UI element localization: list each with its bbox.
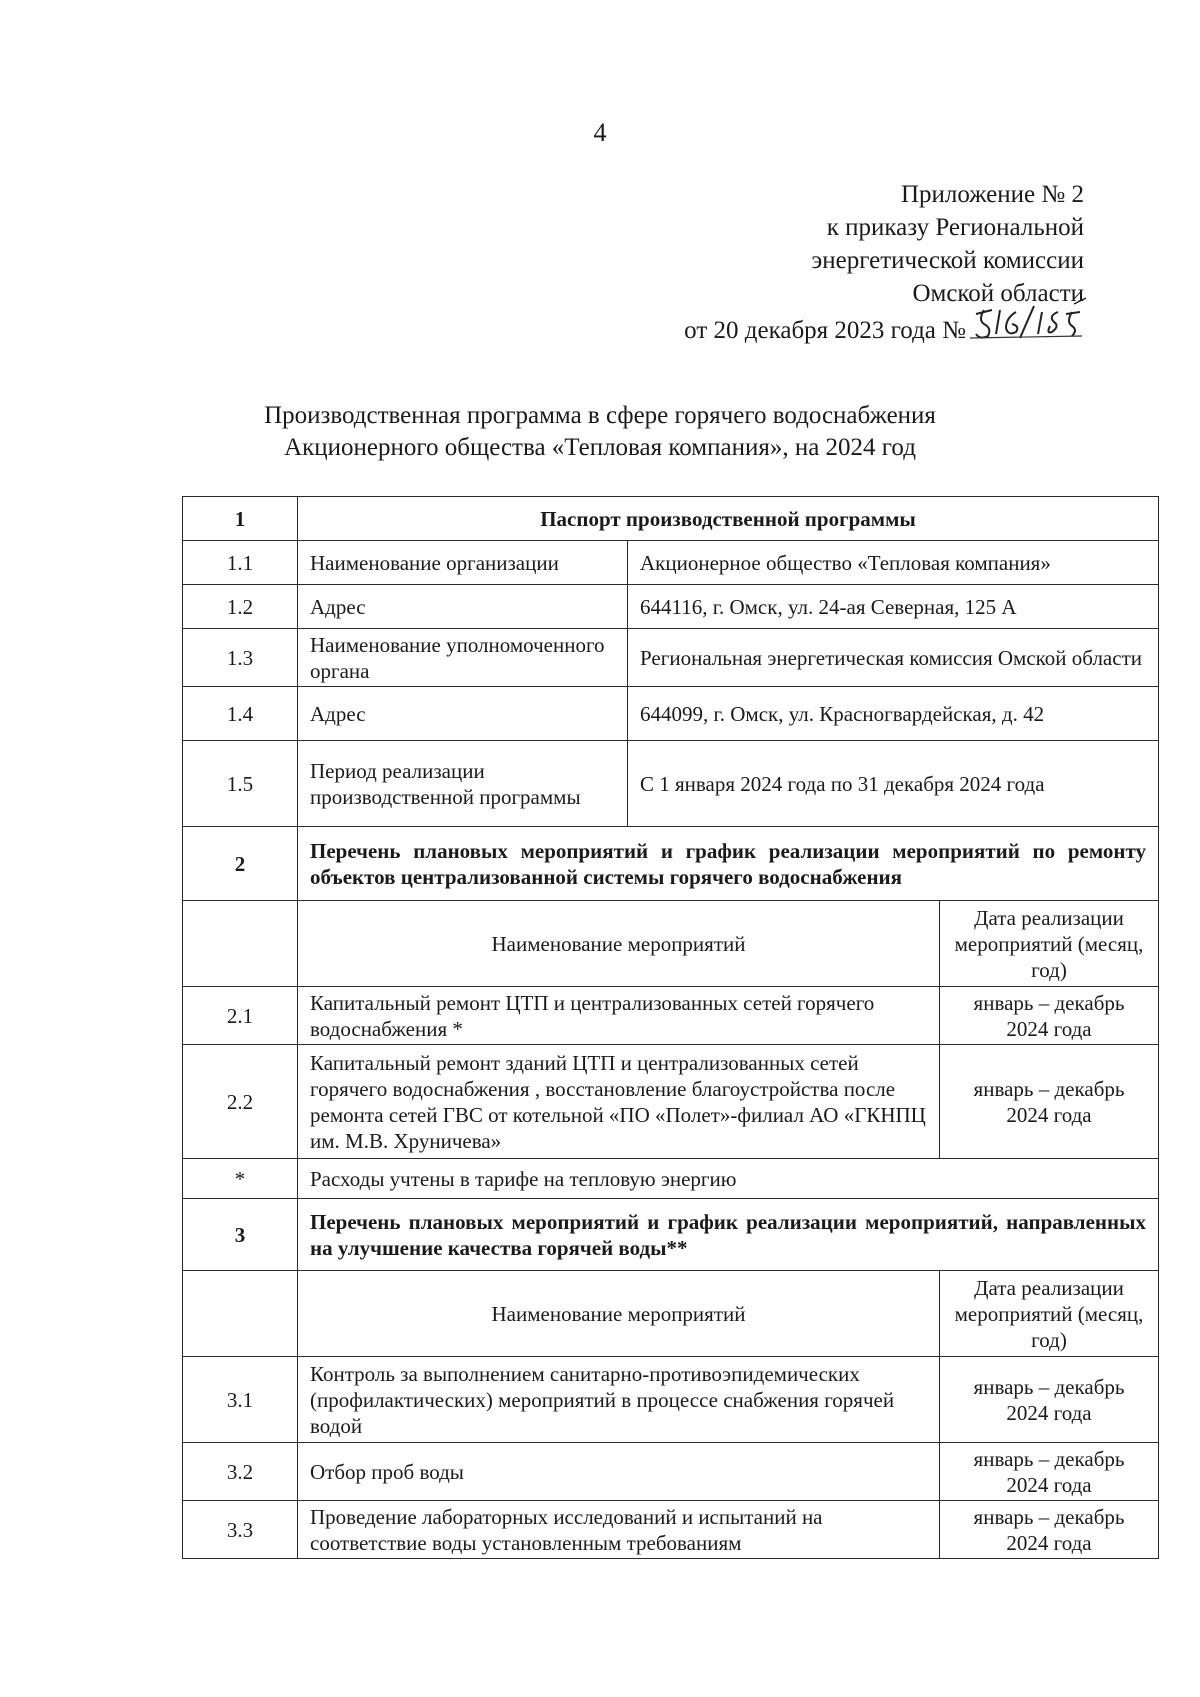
appendix-line-4: Омской области — [912, 280, 1084, 307]
empty-cell — [183, 901, 298, 987]
column-header-name: Наименование мероприятий — [298, 901, 940, 987]
program-table — [182, 496, 1159, 1559]
appendix-line-1: Приложение № 2 — [900, 181, 1084, 208]
row-name: Капитальный ремонт зданий ЦТП и централизованных сетей горячего водоснабжения , восстановление благоустройства после ремонта сетей ГВС от котельной «ПО «Полет»-филиал АО «ГКНПЦ им. М.В. Хруничева» — [298, 1045, 940, 1159]
row-date: январь – декабрь 2024 года — [940, 1501, 1159, 1559]
row-number: 2.2 — [183, 1045, 298, 1159]
page-number: 4 — [593, 118, 607, 147]
appendix-line-5 — [684, 310, 1084, 347]
section-title: Перечень плановых мероприятий и график реализации мероприятий, направленных на улучшение качества горячей воды** — [298, 1199, 1159, 1271]
row-label: Наименование организации — [298, 541, 628, 585]
handwritten-order-number — [966, 310, 1084, 338]
table-row — [183, 585, 1159, 629]
note-row — [183, 1159, 1159, 1199]
table-row — [183, 987, 1159, 1045]
section-title: Паспорт производственной программы — [298, 497, 1159, 541]
column-header-name: Наименование мероприятий — [298, 1271, 940, 1357]
column-header-row — [183, 1271, 1159, 1357]
row-number: 1.1 — [183, 541, 298, 585]
table-row — [183, 541, 1159, 585]
note-text: Расходы учтены в тарифе на тепловую энергию — [298, 1159, 1159, 1199]
table-row — [183, 1357, 1159, 1443]
row-value: Региональная энергетическая комиссия Омской области — [628, 629, 1159, 687]
row-number: 1.2 — [183, 585, 298, 629]
row-value: Акционерное общество «Тепловая компания» — [628, 541, 1159, 585]
note-mark: * — [183, 1159, 298, 1199]
section-header-row — [183, 827, 1159, 901]
column-header-date: Дата реализации мероприятий (месяц, год) — [940, 901, 1159, 987]
table-row — [183, 1501, 1159, 1559]
row-name: Контроль за выполнением санитарно-противоэпидемических (профилактических) мероприятий в процессе снабжения горячей водой — [298, 1357, 940, 1443]
section-number: 1 — [183, 497, 298, 541]
row-value: 644099, г. Омск, ул. Красногвардейская, д. 42 — [628, 687, 1159, 741]
handwritten-number-icon — [970, 296, 1088, 340]
row-value: 644116, г. Омск, ул. 24-ая Северная, 125 А — [628, 585, 1159, 629]
column-header-date: Дата реализации мероприятий (месяц, год) — [940, 1271, 1159, 1357]
column-header-row — [183, 901, 1159, 987]
table-row — [183, 629, 1159, 687]
row-date: январь – декабрь 2024 года — [940, 1443, 1159, 1501]
row-name: Капитальный ремонт ЦТП и централизованных сетей горячего водоснабжения * — [298, 987, 940, 1045]
document-title — [0, 400, 1200, 464]
row-label: Период реализации производственной программы — [298, 741, 628, 827]
row-number: 1.3 — [183, 629, 298, 687]
table-row — [183, 687, 1159, 741]
section-header-row — [183, 497, 1159, 541]
row-name: Проведение лабораторных исследований и испытаний на соответствие воды установленным требованиям — [298, 1501, 940, 1559]
row-date: январь – декабрь 2024 года — [940, 1045, 1159, 1159]
table-row — [183, 741, 1159, 827]
row-number: 1.4 — [183, 687, 298, 741]
row-number: 2.1 — [183, 987, 298, 1045]
row-number: 3.2 — [183, 1443, 298, 1501]
row-label: Адрес — [298, 585, 628, 629]
appendix-date: от 20 декабря 2023 года № — [684, 317, 966, 344]
row-date: январь – декабрь 2024 года — [940, 987, 1159, 1045]
row-label: Наименование уполномоченного органа — [298, 629, 628, 687]
section-number: 2 — [183, 827, 298, 901]
section-header-row — [183, 1199, 1159, 1271]
title-line-1: Производственная программа в сфере горячего водоснабжения — [264, 402, 936, 429]
title-line-2: Акционерного общества «Тепловая компания», на 2024 год — [284, 434, 916, 461]
appendix-block — [684, 178, 1084, 347]
row-number: 3.1 — [183, 1357, 298, 1443]
row-value: С 1 января 2024 года по 31 декабря 2024 года — [628, 741, 1159, 827]
row-label: Адрес — [298, 687, 628, 741]
row-date: январь – декабрь 2024 года — [940, 1357, 1159, 1443]
appendix-line-3: энергетической комиссии — [811, 247, 1084, 274]
row-name: Отбор проб воды — [298, 1443, 940, 1501]
section-title: Перечень плановых мероприятий и график реализации мероприятий по ремонту объектов централизованной системы горячего водоснабжения — [298, 827, 1159, 901]
section-number: 3 — [183, 1199, 298, 1271]
appendix-line-2: к приказу Региональной — [826, 214, 1084, 241]
table-row — [183, 1443, 1159, 1501]
empty-cell — [183, 1271, 298, 1357]
row-number: 1.5 — [183, 741, 298, 827]
table-row — [183, 1045, 1159, 1159]
row-number: 3.3 — [183, 1501, 298, 1559]
